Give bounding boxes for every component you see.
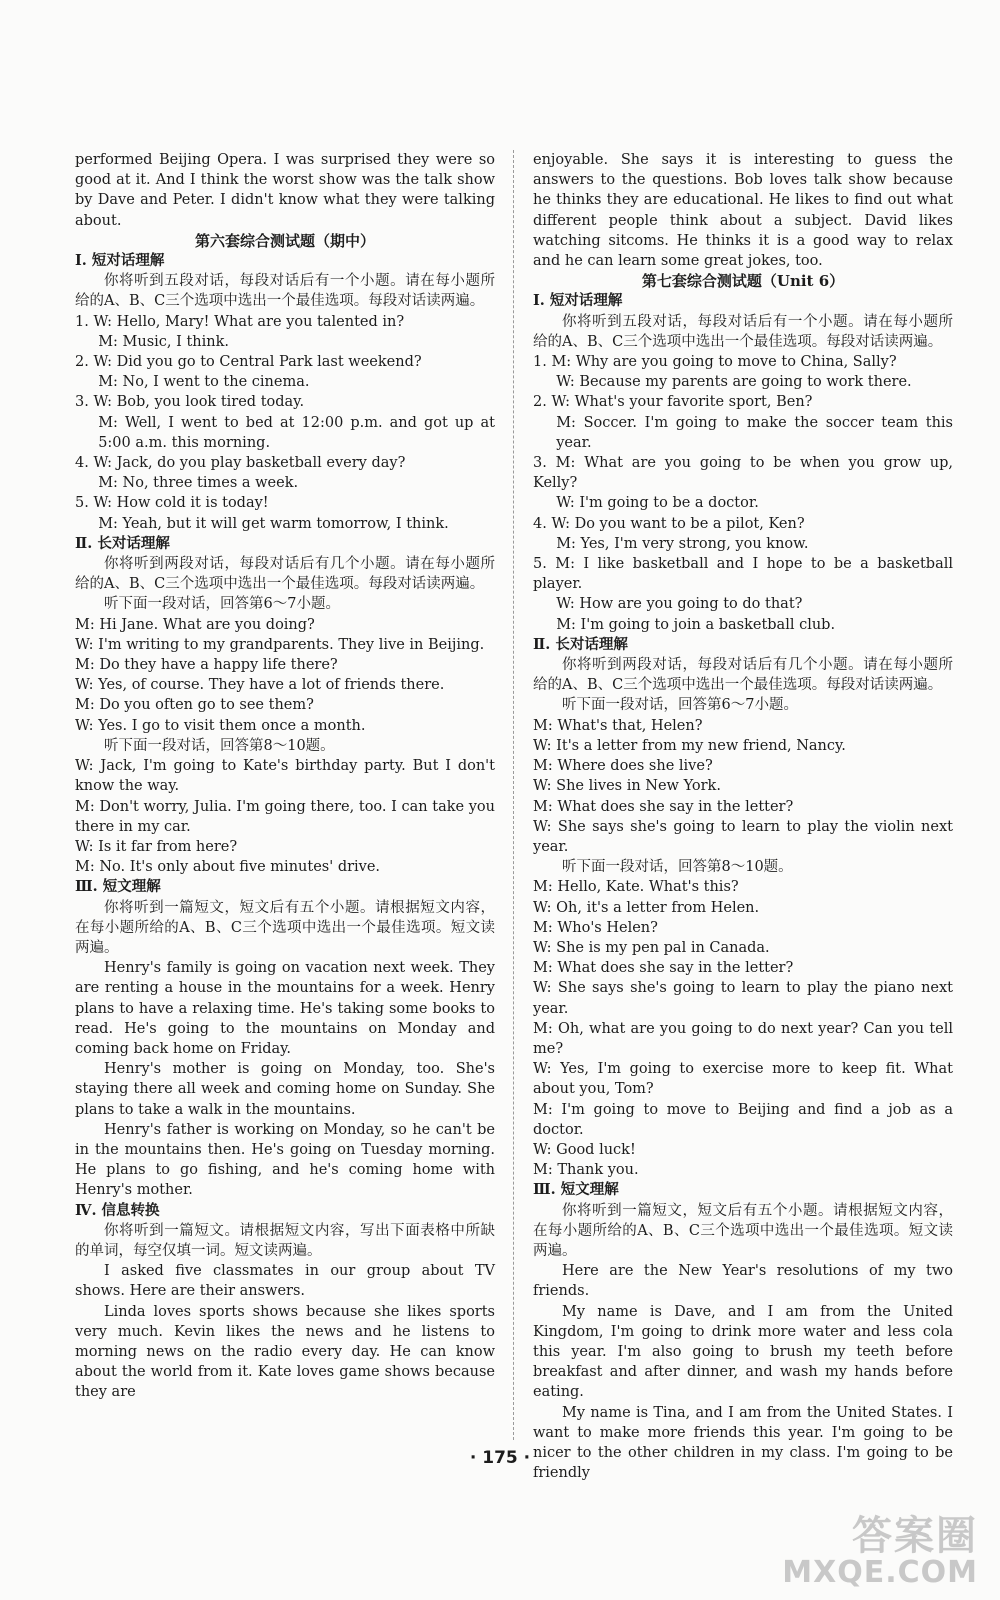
dialogue-line: 3. W: Bob, you look tired today. (75, 394, 305, 411)
dialogue-line: M: Soccer. I'm going to make the soccer team this year. (556, 414, 953, 451)
page-number: · 175 · (469, 1448, 531, 1468)
dialogue-line: 1. W: Hello, Mary! What are you talented in? (75, 313, 405, 330)
left-column (75, 150, 495, 1403)
dialogue-line: 3. M: What are you going to be when you grow up, Kelly? (533, 455, 953, 492)
dialogue-line: 1. M: Why are you going to move to China, Sally? (533, 354, 897, 371)
section-heading: Ⅰ. 短对话理解 (75, 252, 165, 270)
dialogue-line: M: No, three times a week. (98, 475, 299, 492)
dialogue-line: M: What's that, Helen? (533, 717, 703, 734)
dialogue-line: M: Thank you. (533, 1162, 639, 1179)
dialogue-line: 4. W: Jack, do you play basketball every day? (75, 455, 406, 472)
column-divider (513, 150, 514, 1440)
dialogue-line: M: Do they have a happy life there? (75, 657, 338, 674)
dialogue-line: 5. M: I like basketball and I hope to be a basketball player. (533, 556, 953, 593)
paragraph: Henry's father is working on Monday, so he can't be in the mountains then. He's going on Tuesday morning. He plans to go fishing, and he's coming home with Henry's mother. (75, 1121, 495, 1199)
paragraph: Here are the New Year's resolutions of my two friends. (533, 1263, 953, 1300)
dialogue-line: W: Yes, I'm going to exercise more to keep fit. What about you, Tom? (533, 1061, 953, 1098)
dialogue-line: M: Where does she live? (533, 758, 713, 775)
paragraph: 你将听到两段对话，每段对话后有几个小题。请在每小题所给的A、B、C三个选项中选出一个最佳选项。每段对话读两遍。 (533, 657, 953, 694)
dialogue-line: M: What does she say in the letter? (533, 960, 794, 977)
paragraph: Linda loves sports shows because she likes sports very much. Kevin likes the news and he listens to morning news on the radio every day. He can know about the world from it. Kate loves game shows because they are (75, 1303, 495, 1401)
dialogue-line: M: I'm going to join a basketball club. (556, 616, 836, 633)
paragraph: 你将听到五段对话，每段对话后有一个小题。请在每小题所给的A、B、C三个选项中选出一个最佳选项。每段对话读两遍。 (533, 313, 953, 350)
paragraph: I asked five classmates in our group about TV shows. Here are their answers. (75, 1263, 495, 1300)
dialogue-line: 5. W: How cold it is today! (75, 495, 269, 512)
test-title: 第七套综合测试题（Unit 6） (641, 272, 845, 291)
paragraph: 听下面一段对话，回答第8～10题。 (562, 859, 793, 876)
watermark-logo (782, 1513, 978, 1590)
dialogue-line: M: Don't worry, Julia. I'm going there, too. I can take you there in my car. (75, 798, 495, 835)
dialogue-line: M: Well, I went to bed at 12:00 p.m. and got up at 5:00 a.m. this morning. (98, 414, 495, 451)
paragraph: 你将听到五段对话，每段对话后有一个小题。请在每小题所给的A、B、C三个选项中选出一个最佳选项。每段对话读两遍。 (75, 273, 495, 310)
dialogue-line: W: Jack, I'm going to Kate's birthday party. But I don't know the way. (75, 758, 495, 795)
dialogue-line: 4. W: Do you want to be a pilot, Ken? (533, 515, 805, 532)
dialogue-line: M: Do you often go to see them? (75, 697, 314, 714)
dialogue-line: W: She lives in New York. (533, 778, 721, 795)
section-heading: Ⅰ. 短对话理解 (533, 292, 623, 310)
watermark-en: MXQE.COM (782, 1555, 978, 1590)
dialogue-line: M: Oh, what are you going to do next year? Can you tell me? (533, 1020, 953, 1057)
dialogue-line: W: Oh, it's a letter from Helen. (533, 899, 760, 916)
dialogue-line: M: I'm going to move to Beijing and find a job as a doctor. (533, 1101, 953, 1138)
dialogue-line: M: Hello, Kate. What's this? (533, 879, 739, 896)
paragraph: 听下面一段对话，回答第6～7小题。 (104, 596, 340, 613)
paragraph: 你将听到一篇短文，短文后有五个小题。请根据短文内容，在每小题所给的A、B、C三个选项中选出一个最佳选项。短文读两遍。 (75, 899, 495, 956)
dialogue-line: W: Yes. I go to visit them once a month. (75, 717, 366, 734)
dialogue-line: W: She is my pen pal in Canada. (533, 939, 770, 956)
dialogue-line: M: No, I went to the cinema. (98, 374, 310, 391)
dialogue-line: W: I'm writing to my grandparents. They live in Beijing. (75, 636, 485, 653)
dialogue-line: M: Who's Helen? (533, 919, 658, 936)
dialogue-line: performed Beijing Opera. I was surprised they were so good at it. And I think the worst show was the talk show by Dave and Peter. I didn't know what they were talking about. (75, 152, 495, 229)
paragraph: My name is Tina, and I am from the United States. I want to make more friends this year. I'm going to be nicer to the other children in my class. I'm going to be friendly (533, 1404, 953, 1482)
paragraph: My name is Dave, and I am from the United Kingdom, I'm going to drink more water and less cola this year. I'm also going to brush my teeth before breakfast and after dinner, and wash my hands before eating. (533, 1303, 953, 1401)
dialogue-line: enjoyable. She says it is interesting to guess the answers to the questions. Bob loves talk show because he thinks they are educational. He likes to find out what different people think about a subject. David likes watching sitcoms. He thinks it is a good way to relax and he can learn some great jokes, too. (533, 152, 953, 270)
dialogue-line: M: Yeah, but it will get warm tomorrow, I think. (98, 515, 449, 532)
paragraph: 你将听到一篇短文。请根据短文内容，写出下面表格中所缺的单词，每空仅填一词。短文读两遍。 (75, 1222, 495, 1259)
dialogue-line: W: How are you going to do that? (556, 596, 803, 613)
test-title: 第六套综合测试题（期中） (194, 231, 375, 250)
paragraph: 你将听到一篇短文，短文后有五个小题。请根据短文内容，在每小题所给的A、B、C三个选项中选出一个最佳选项。短文读两遍。 (533, 1202, 953, 1259)
paragraph: Henry's family is going on vacation next week. They are renting a house in the mountains for a week. Henry plans to have a relaxing time. He's taking some books to read. He's going to the mountains on Monday and coming back home on Friday. (75, 960, 495, 1057)
dialogue-line: M: Music, I think. (98, 333, 230, 350)
dialogue-line: M: Hi Jane. What are you doing? (75, 616, 315, 633)
dialogue-line: 2. W: Did you go to Central Park last weekend? (75, 354, 422, 371)
dialogue-line: W: Good luck! (533, 1141, 636, 1158)
dialogue-line: W: It's a letter from my new friend, Nancy. (533, 737, 846, 754)
dialogue-line: W: She says she's going to learn to play the violin next year. (533, 818, 953, 855)
section-heading: Ⅲ. 短文理解 (75, 878, 161, 896)
paragraph: Henry's mother is going on Monday, too. She's staying there all week and coming home on Sunday. She plans to take a walk in the mountains. (75, 1061, 495, 1118)
dialogue-line: W: I'm going to be a doctor. (556, 495, 759, 512)
dialogue-line: 2. W: What's your favorite sport, Ben? (533, 394, 813, 411)
section-heading: Ⅱ. 长对话理解 (533, 635, 628, 653)
dialogue-line: M: What does she say in the letter? (533, 798, 794, 815)
paragraph: 听下面一段对话，回答第6～7小题。 (562, 697, 798, 714)
section-heading: Ⅲ. 短文理解 (533, 1181, 619, 1199)
paragraph: 你将听到两段对话，每段对话后有几个小题。请在每小题所给的A、B、C三个选项中选出一个最佳选项。每段对话读两遍。 (75, 556, 495, 593)
right-column (533, 150, 953, 1483)
watermark-cn: 答案圈 (852, 1513, 978, 1559)
paragraph: 听下面一段对话，回答第8～10题。 (104, 737, 335, 754)
dialogue-line: M: Yes, I'm very strong, you know. (556, 535, 809, 552)
section-heading: Ⅱ. 长对话理解 (75, 534, 170, 552)
dialogue-line: W: Yes, of course. They have a lot of friends there. (75, 677, 445, 694)
dialogue-line: M: No. It's only about five minutes' drive. (75, 859, 381, 876)
section-heading: Ⅳ. 信息转换 (75, 1201, 160, 1219)
dialogue-line: W: She says she's going to learn to play the piano next year. (533, 980, 953, 1017)
dialogue-line: W: Because my parents are going to work there. (556, 374, 912, 391)
dialogue-line: W: Is it far from here? (75, 838, 238, 855)
